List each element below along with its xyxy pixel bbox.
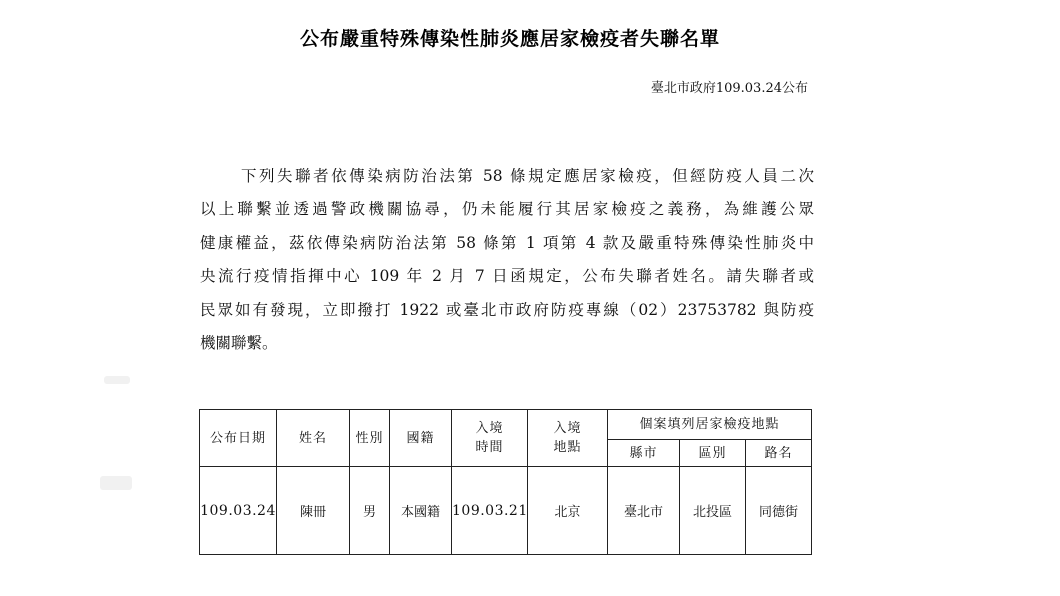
header-entry-time-line2: 時間 — [475, 440, 504, 455]
cell-road: 同德街 — [746, 467, 812, 555]
header-entry-place-line1: 入境 — [553, 421, 582, 436]
document-title: 公布嚴重特殊傳染性肺炎應居家檢疫者失聯名單 — [299, 28, 720, 50]
header-entry-place-line2: 地點 — [553, 440, 582, 455]
cell-district: 北投區 — [680, 467, 746, 555]
body-line: 健康權益，茲依傳染病防治法第 58 條第 1 項第 4 款及嚴重特殊傳染性肺炎中 — [200, 233, 814, 252]
header-address-group: 個案填列居家檢疫地點 — [608, 410, 812, 440]
body-line: 央流行疫情指揮中心 109 年 2 月 7 日函規定，公布失聯者姓名。請失聯者或 — [200, 267, 814, 286]
scan-smudge — [100, 476, 132, 490]
cell-name: 陳冊 — [277, 467, 350, 555]
body-line: 下列失聯者依傳染病防治法第 58 條規定應居家檢疫，但經防疫人員二次 — [241, 167, 814, 185]
header-sex: 性別 — [350, 410, 390, 467]
issuer-date-line: 臺北市政府109.03.24公布 — [650, 81, 808, 96]
cell-sex: 男 — [350, 467, 390, 555]
body-line: 民眾如有發現，立即撥打 1922 或臺北市政府防疫專線（02）23753782 與防疫 — [200, 300, 814, 319]
header-city: 縣市 — [608, 440, 680, 467]
notice-body — [200, 160, 814, 360]
cell-entry-time: 109.03.21 — [452, 467, 528, 555]
header-entry-place — [528, 410, 608, 467]
header-entry-time-line1: 入境 — [475, 421, 504, 436]
header-road: 路名 — [746, 440, 812, 467]
cell-entry-place: 北京 — [528, 467, 608, 555]
body-line: 機關聯繫。 — [200, 333, 278, 352]
cell-nationality: 本國籍 — [390, 467, 452, 555]
table-row — [200, 467, 812, 555]
missing-persons-table — [199, 409, 812, 555]
body-line: 以上聯繫並透過警政機關協尋，仍未能履行其居家檢疫之義務，為維護公眾 — [200, 200, 814, 219]
scan-smudge — [104, 376, 130, 384]
cell-city: 臺北市 — [608, 467, 680, 555]
cell-date: 109.03.24 — [200, 467, 277, 555]
header-date: 公布日期 — [200, 410, 277, 467]
header-nationality: 國籍 — [390, 410, 452, 467]
header-name: 姓名 — [277, 410, 350, 467]
header-entry-time — [452, 410, 528, 467]
header-district: 區別 — [680, 440, 746, 467]
